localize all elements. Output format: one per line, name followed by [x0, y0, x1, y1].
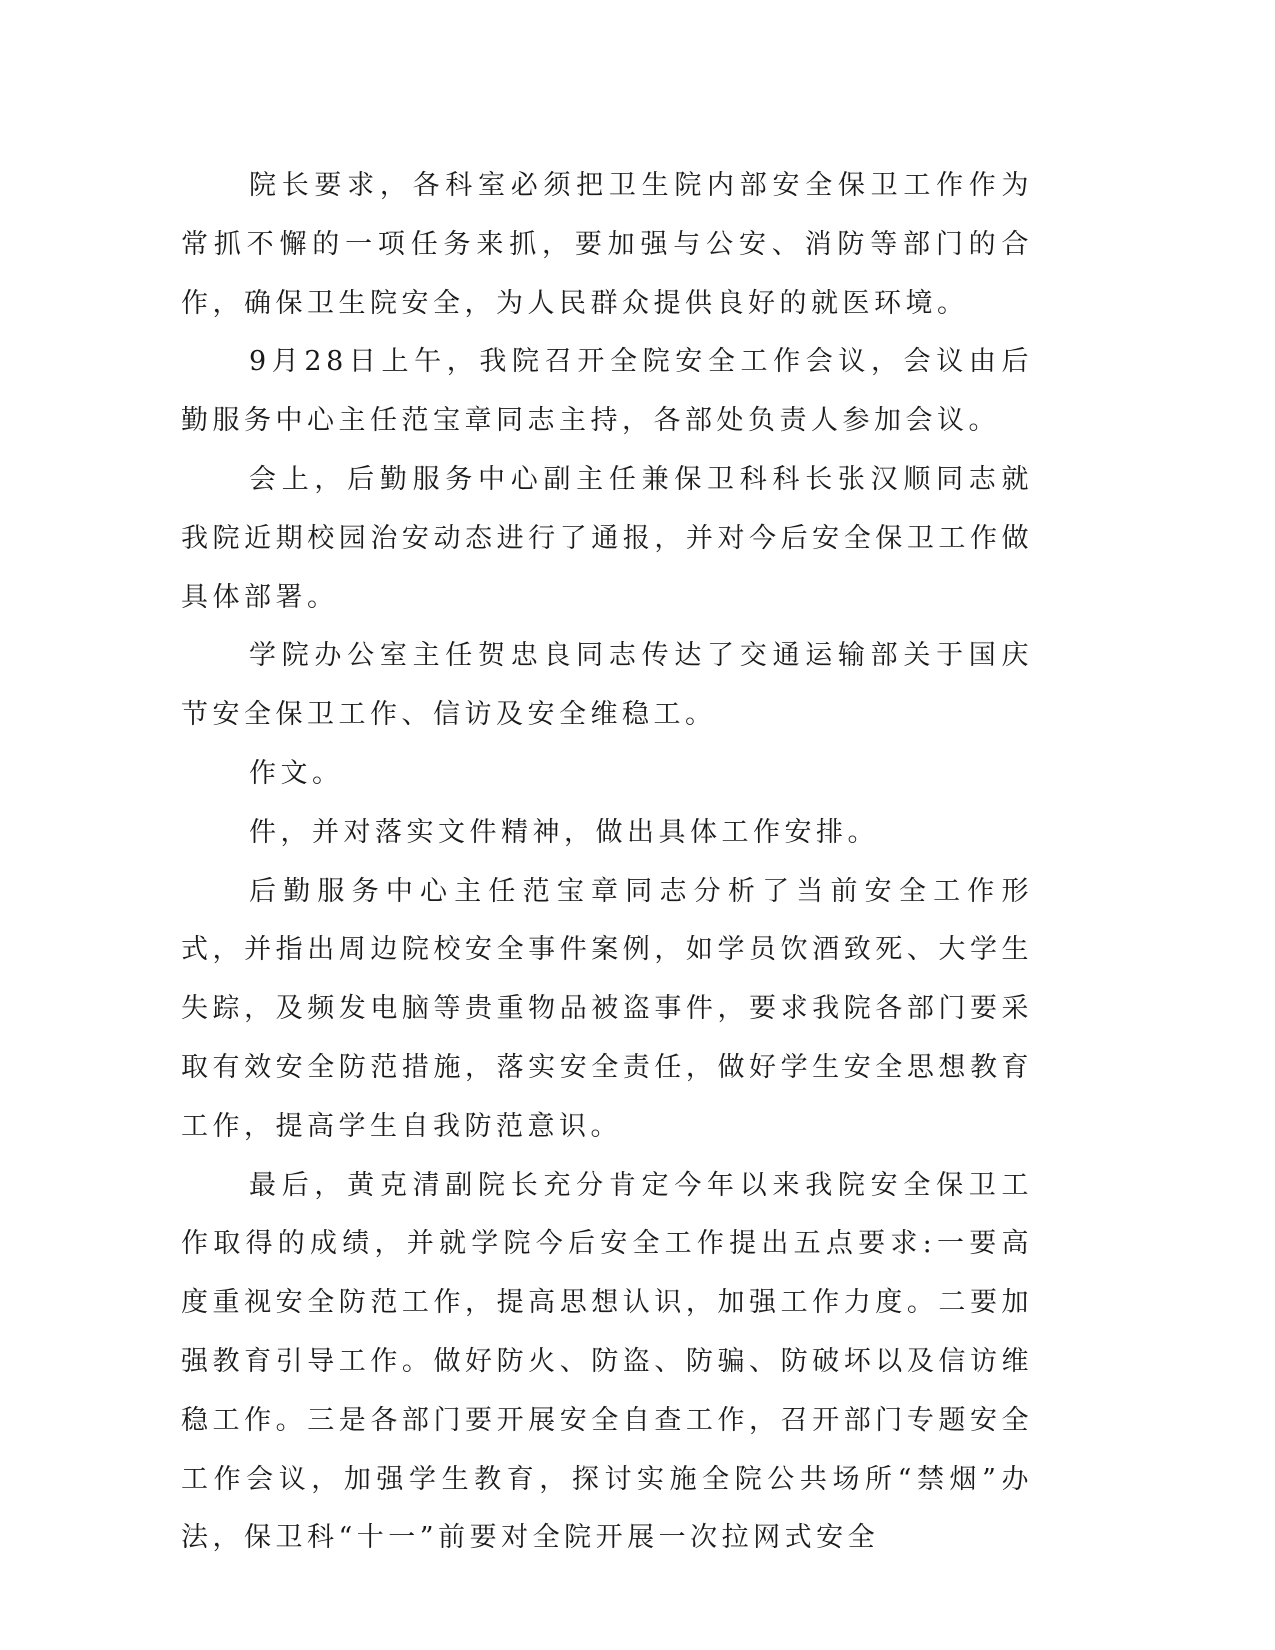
document-body [181, 157, 1033, 1568]
paragraph-2: 9月28日上午，我院召开全院安全工作会议，会议由后勤服务中心主任范宝章同志主持，各部处负责人参加会议。 [181, 346, 1033, 437]
paragraph-8: 最后，黄克清副院长充分肯定今年以来我院安全保卫工作取得的成绩，并就学院今后安全工作提出五点要求:一要高度重视安全防范工作，提高思想认识，加强工作力度。二要加强教育引导工作。做好防火、防盗、防骗、防破坏以及信访维稳工作。三是各部门要开展安全自查工作，召开部门专题安全工作会议，加强学生教育，探讨实施全院公共场所“禁烟”办法，保卫科“十一”前要对全院开展一次拉网式安全 [181, 1169, 1033, 1554]
paragraph-4: 学院办公室主任贺忠良同志传达了交通运输部关于国庆节安全保卫工作、信访及安全维稳工。 [181, 640, 1033, 731]
paragraph-6: 件，并对落实文件精神，做出具体工作安排。 [249, 816, 879, 848]
paragraph-3: 会上，后勤服务中心副主任兼保卫科科长张汉顺同志就我院近期校园治安动态进行了通报，并对今后安全保卫工作做具体部署。 [181, 463, 1033, 613]
paragraph-7: 后勤服务中心主任范宝章同志分析了当前安全工作形式，并指出周边院校安全事件案例，如学员饮酒致死、大学生失踪，及频发电脑等贵重物品被盗事件，要求我院各部门要采取有效安全防范措施，落实安全责任，做好学生安全思想教育工作，提高学生自我防范意识。 [181, 875, 1033, 1142]
paragraph-1: 院长要求，各科室必须把卫生院内部安全保卫工作作为常抓不懈的一项任务来抓，要加强与公安、消防等部门的合作，确保卫生院安全，为人民群众提供良好的就医环境。 [181, 170, 1033, 319]
paragraph-5: 作文。 [249, 757, 344, 789]
